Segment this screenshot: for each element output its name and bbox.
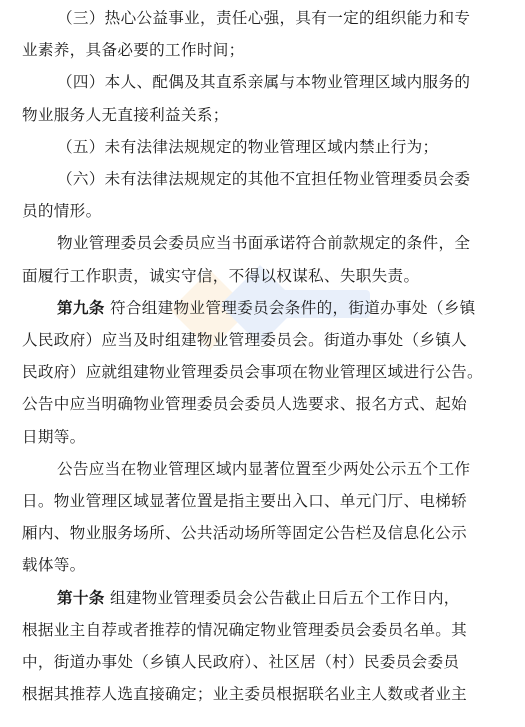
text-line: （六）未有法律法规规定的其他不宜担任物业管理委员会委 <box>57 170 471 188</box>
text-line: 民政府）应就组建物业管理委员会事项在物业管理区域进行公告。 <box>22 363 483 382</box>
article-10-heading-line: 第十条 组建物业管理委员会公告截止日后五个工作日内， <box>57 587 460 607</box>
text-line: 载体等。 <box>22 556 86 575</box>
text-line: 人民政府）应当及时组建物业管理委员会。街道办事处（乡镇人 <box>22 331 468 349</box>
text-line: 员的情形。 <box>22 202 102 221</box>
text-line: （三）热心公益事业，责任心强，具有一定的组织能力和专 <box>57 9 471 27</box>
text-line: 公告中应当明确物业管理委员会委员人选要求、报名方式、起始 <box>22 395 468 414</box>
text-line: 日期等。 <box>22 427 86 446</box>
text-line: 面履行工作职责，诚实守信，不得以权谋私、失职失责。 <box>22 266 420 285</box>
text-line: 物业服务人无直接利益关系； <box>22 105 229 124</box>
text-line: 物业管理委员会委员应当书面承诺符合前款规定的条件，全 <box>57 234 471 253</box>
article-9-heading-line: 第九条 符合组建物业管理委员会条件的，街道办事处（乡镇 <box>57 297 476 317</box>
text-line: （四）本人、配偶及其直系亲属与本物业管理区域内服务的 <box>57 73 471 92</box>
text-line: （五）未有法律法规规定的物业管理区域内禁止行为； <box>57 137 439 156</box>
text-line: 厢内、物业服务场所、公共活动场所等固定公告栏及信息化公示 <box>22 524 468 543</box>
text-line: 日。物业管理区域显著位置是指主要出入口、单元门厅、电梯轿 <box>22 492 468 510</box>
text-line: 中，街道办事处（乡镇人民政府）、社区居（村）民委员会委员 <box>22 653 460 671</box>
text-line: 根据业主自荐或者推荐的情况确定物业管理委员会委员名单。其 <box>22 620 468 639</box>
article-number: 第十条 <box>57 587 105 607</box>
text-line: 公告应当在物业管理区域内显著位置至少两处公示五个工作 <box>57 459 471 478</box>
text-line: 根据其推荐人选直接确定；业主委员根据联名业主人数或者业主 <box>22 685 468 704</box>
article-number: 第九条 <box>57 297 105 317</box>
text-line: 业素养，具备必要的工作时间； <box>22 41 245 60</box>
